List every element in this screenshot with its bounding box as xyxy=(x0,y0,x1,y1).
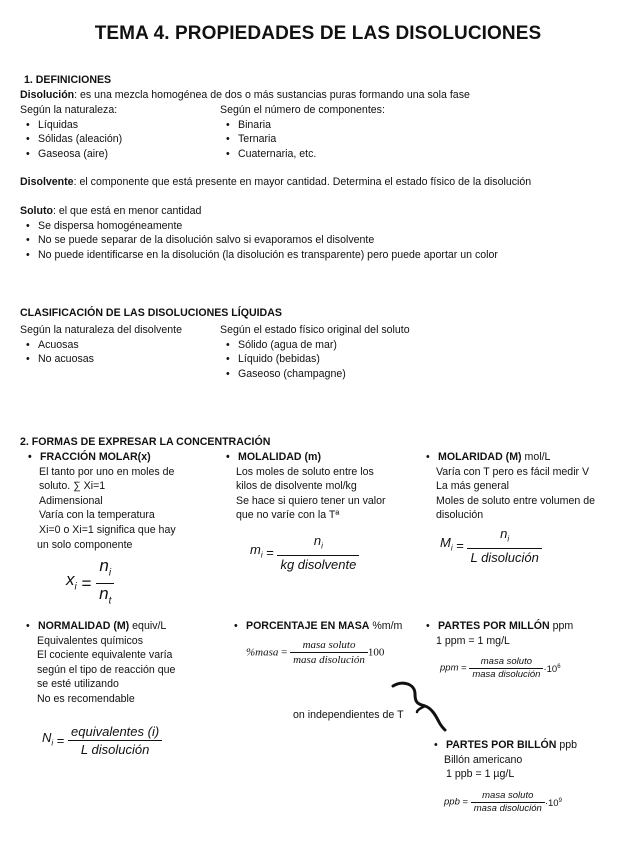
disolvente-definition xyxy=(20,175,531,190)
text-line: soluto. ∑ Xi=1 xyxy=(39,480,106,493)
list-item: • Se dispersa homogéneamente xyxy=(20,219,498,234)
text-line: Xi=0 o Xi=1 significa que hay xyxy=(39,523,176,536)
molaridad-block xyxy=(420,450,595,523)
hand-drawn-brace-icon xyxy=(385,678,455,734)
ppb-lines xyxy=(428,753,577,782)
fraccion-molar-lines xyxy=(22,465,176,553)
formula-numerator: masa soluto xyxy=(302,639,356,651)
molaridad-formula: $M_i$ = $\frac{n_i}{\text{L disolución}}$ xyxy=(440,525,542,566)
porcentaje-title: PORCENTAJE EN MASA xyxy=(246,620,370,632)
formula-symbol: m xyxy=(250,542,261,557)
section-heading-formas: 2. FORMAS DE EXPRESAR LA CONCENTRACIÓN xyxy=(20,436,271,448)
soluto-definition xyxy=(20,204,498,219)
ppb-formula: ppb = $\frac{\text{masa soluto}}{\text{masa disolución}}$ $\cdot 10^9$ xyxy=(444,790,562,814)
independientes-note: on independientes de T xyxy=(293,709,404,721)
text-line: que no varíe con la Tª xyxy=(236,509,340,522)
text-line: Billón americano xyxy=(444,753,523,766)
list-item: • Acuosas xyxy=(20,338,182,353)
molaridad-title-row xyxy=(420,450,595,465)
fraccion-molar-formula: $x_i$ = $\frac{n_i}{n_t}$ xyxy=(66,556,114,612)
fraccion-molar-block xyxy=(22,450,176,552)
soluto-list xyxy=(20,219,498,263)
componentes-label: Según el número de componentes: xyxy=(220,104,385,116)
list-item: • No acuosas xyxy=(20,352,182,367)
normalidad-formula: $N_i$ = $\frac{\text{equivalentes (i)}}{\text{L disolución}}$ xyxy=(42,723,162,758)
molaridad-title: MOLARIDAD (M) xyxy=(438,451,522,463)
formula-denominator: n xyxy=(99,584,109,604)
normalidad-title: NORMALIDAD (M) xyxy=(38,620,130,632)
molalidad-block xyxy=(220,450,386,523)
text-line: según el tipo de reacción que xyxy=(37,663,176,676)
list-item: • No se puede separar de la disolución salvo si evaporamos el disolvente xyxy=(20,233,498,248)
text-line: kilos de disolvente mol/kg xyxy=(236,480,357,493)
naturaleza-list xyxy=(20,118,122,162)
formula-subscript: i xyxy=(108,567,112,579)
ppb-title: PARTES POR BILLÓN xyxy=(446,739,557,751)
text-line: No es recomendable xyxy=(37,692,135,705)
text-line: El cociente equivalente varía xyxy=(37,649,173,662)
formula-denominator: L disolución xyxy=(467,548,541,566)
ppb-unit: ppb xyxy=(556,739,578,751)
fraccion-molar-title: • FRACCIÓN MOLAR(x) xyxy=(22,450,176,465)
clasificacion-estado-block xyxy=(220,323,410,381)
ppm-block xyxy=(420,619,573,648)
list-item: • Gaseosa (aire) xyxy=(20,147,122,162)
disolucion-term: Disolución xyxy=(20,89,75,101)
clasificacion-disolvente-list xyxy=(20,338,182,367)
text-line: Moles de soluto entre volumen de xyxy=(436,494,595,507)
molalidad-title: • MOLALIDAD (m) xyxy=(220,450,386,465)
formula-denominator: masa disolución xyxy=(469,668,543,681)
disolucion-definition xyxy=(20,88,470,103)
molalidad-formula: $m_i$ = $\frac{n_i}{\text{kg disolvente}}$ xyxy=(250,532,359,573)
formula-denominator: L disolución xyxy=(68,740,162,758)
soluto-term: Soluto xyxy=(20,205,53,217)
formula-numerator: n xyxy=(500,526,508,541)
clasificacion-disolvente-block xyxy=(20,323,182,367)
formula-factor: 100 xyxy=(367,646,385,659)
formula-numerator: equivalentes (i) xyxy=(71,724,160,739)
normalidad-block xyxy=(20,619,175,707)
formula-exponent: 9 xyxy=(558,797,562,804)
formula-denominator: kg disolvente xyxy=(277,555,359,573)
text-line: Varía con la temperatura xyxy=(39,509,155,522)
formula-symbol: %masa xyxy=(246,646,279,659)
formula-numerator: n xyxy=(313,533,322,548)
soluto-text: : el que está en menor cantidad xyxy=(52,205,202,217)
ppm-unit: ppm xyxy=(549,620,574,632)
formula-numerator: n xyxy=(99,556,109,575)
ppm-line: 1 ppm = 1 mg/L xyxy=(436,634,510,647)
formula-symbol: M xyxy=(440,535,451,550)
formula-denominator: masa disolución xyxy=(290,652,368,667)
list-item: • Líquidas xyxy=(20,118,122,133)
naturaleza-block xyxy=(20,103,122,161)
formula-subscript: i xyxy=(507,534,510,544)
clasificacion-estado-label: Según el estado físico original del soluto xyxy=(220,324,410,336)
text-line: Varía con T pero es fácil medir V xyxy=(436,465,590,478)
formula-subscript: t xyxy=(108,595,112,607)
disolucion-text: : es una mezcla homogénea de dos o más sustancias puras formando una sola fase xyxy=(74,89,470,101)
disolvente-term: Disolvente xyxy=(20,176,74,188)
clasificacion-estado-list xyxy=(220,338,410,382)
list-item: • Cuaternaria, etc. xyxy=(220,147,385,162)
formula-denominator: masa disolución xyxy=(471,802,545,815)
formula-symbol: ppb xyxy=(444,796,460,808)
text-line: Adimensional xyxy=(39,494,103,507)
formula-subscript: i xyxy=(450,543,453,553)
list-item: • No puede identificarse en la disolución (la disolución es transparente) pero puede aportar un color xyxy=(20,248,498,263)
normalidad-unit: equiv/L xyxy=(129,620,167,632)
text-line: 1 ppb = 1 µg/L xyxy=(446,768,515,781)
formula-exponent: 6 xyxy=(557,663,561,670)
soluto-block xyxy=(20,204,498,262)
componentes-list xyxy=(220,118,385,162)
molalidad-lines xyxy=(220,465,386,523)
list-item: • Sólidas (aleación) xyxy=(20,132,122,147)
componentes-block xyxy=(220,103,385,161)
list-item: • Ternaria xyxy=(220,132,385,147)
ppb-title-row xyxy=(428,738,577,753)
formula-subscript: i xyxy=(321,541,323,551)
list-item: • Sólido (agua de mar) xyxy=(220,338,410,353)
porcentaje-unit: %m/m xyxy=(369,620,403,632)
formula-subscript: i xyxy=(51,738,54,748)
formula-numerator: masa soluto xyxy=(480,656,532,667)
text-line: Equivalentes químicos xyxy=(37,634,143,647)
formula-symbol: x xyxy=(66,570,75,590)
formula-symbol: N xyxy=(42,730,52,746)
section-heading-clasificacion: CLASIFICACIÓN DE LAS DISOLUCIONES LÍQUIDAS xyxy=(20,307,282,319)
formula-numerator: masa soluto xyxy=(482,790,534,801)
text-line: La más general xyxy=(436,480,510,493)
section-heading-definiciones: 1. DEFINICIONES xyxy=(24,74,112,86)
ppb-block xyxy=(428,738,577,782)
normalidad-lines xyxy=(20,634,175,707)
porcentaje-formula: %masa = $\frac{\text{masa soluto}}{\text{masa disolución}}$ 100 xyxy=(246,639,385,666)
list-item: • Líquido (bebidas) xyxy=(220,352,410,367)
text-line: un solo componente xyxy=(37,538,133,551)
list-item: • Gaseoso (champagne) xyxy=(220,367,410,382)
molaridad-lines xyxy=(420,465,595,523)
disolvente-text: : el componente que está presente en mayor cantidad. Determina el estado físico de la disolución xyxy=(73,176,532,188)
text-line: Los moles de soluto entre los xyxy=(236,465,374,478)
page-title: TEMA 4. PROPIEDADES DE LAS DISOLUCIONES xyxy=(94,23,542,44)
porcentaje-block xyxy=(228,619,402,634)
normalidad-title-row xyxy=(20,619,175,634)
molaridad-unit: mol/L xyxy=(521,451,551,463)
formula-subscript: i xyxy=(74,581,77,593)
text-line: se esté utilizando xyxy=(37,678,119,691)
formula-subscript: i xyxy=(260,550,263,560)
formula-factor: 10 xyxy=(548,798,559,810)
list-item: • Binaria xyxy=(220,118,385,133)
naturaleza-label: Según la naturaleza: xyxy=(20,104,118,116)
ppm-title-row xyxy=(420,619,573,634)
porcentaje-title-row xyxy=(228,619,402,634)
ppm-formula: ppm = $\frac{\text{masa soluto}}{\text{masa disolución}}$ $\cdot 10^6$ xyxy=(440,656,561,680)
text-line: Se hace si quiero tener un valor xyxy=(236,494,386,507)
ppm-title: PARTES POR MILLÓN xyxy=(438,620,550,632)
text-line: disolución xyxy=(436,509,484,522)
text-line: El tanto por uno en moles de xyxy=(39,465,175,478)
formula-symbol: ppm xyxy=(440,662,459,674)
formula-factor: 10 xyxy=(546,664,558,676)
clasificacion-disolvente-label: Según la naturaleza del disolvente xyxy=(20,324,182,336)
